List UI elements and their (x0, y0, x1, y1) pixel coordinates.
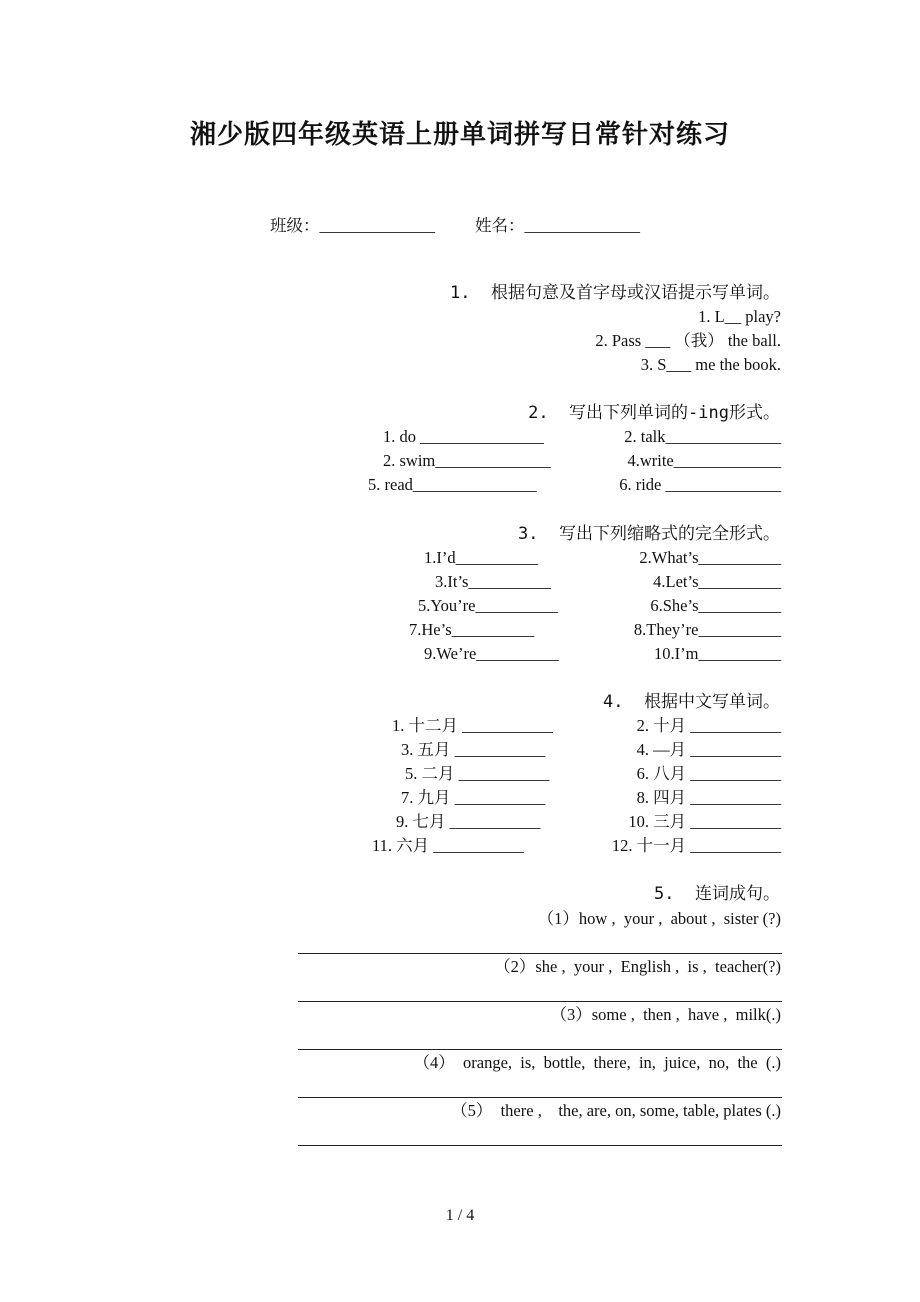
section1-heading: 1. 根据句意及首字母或汉语提示写单词。 (450, 283, 780, 303)
section3-item: 3.It’s__________ (435, 572, 551, 591)
section3-item: 5.You’re__________ (418, 596, 558, 615)
section3-item: 8.They’re__________ (633, 620, 781, 639)
section3-item: 2.What’s__________ (639, 548, 781, 567)
answer-line-3[interactable] (298, 1049, 782, 1050)
answer-line-5[interactable] (298, 1145, 782, 1146)
page-number: 1 / 4 (445, 1207, 475, 1224)
section5-item-5: （5） there , the, are, on, some, table, plates (.) (451, 1101, 781, 1120)
section3-heading: 3. 写出下列缩略式的完全形式。 (518, 524, 780, 544)
answer-line-4[interactable] (298, 1097, 782, 1098)
section1-item-3: 3. S___ me the book. (640, 355, 781, 374)
section4-item: 9. 七月 ___________ (396, 812, 541, 831)
section1-item-2: 2. Pass ___ （我） the ball. (595, 331, 781, 350)
section5-item-2: （2）she , your , English , is , teacher(?) (494, 957, 781, 976)
section5-item-1: （1）how , your , about , sister (?) (537, 909, 781, 928)
section4-item: 1. 十二月 ___________ (392, 716, 553, 735)
section2-item: 6. ride ______________ (619, 475, 781, 494)
section3-item: 4.Let’s__________ (653, 572, 781, 591)
answer-line-2[interactable] (298, 1001, 782, 1002)
section4-item: 10. 三月 ___________ (628, 812, 781, 831)
section1-item-1: 1. L__ play? (698, 307, 781, 326)
section3-item: 10.I’m__________ (654, 644, 781, 663)
section2-item: 5. read_______________ (368, 475, 537, 494)
section3-item: 9.We’re__________ (424, 644, 559, 663)
section4-item: 2. 十月 ___________ (636, 716, 781, 735)
class-field[interactable]: 班级：______________ (270, 216, 435, 235)
section4-item: 11. 六月 ___________ (372, 836, 525, 855)
section5-item-4: （4） orange, is, bottle, there, in, juice, no, the (.) (413, 1053, 781, 1072)
name-field[interactable]: 姓名：______________ (475, 216, 640, 235)
section2-item: 2. talk______________ (624, 427, 781, 446)
section4-item: 12. 十一月 ___________ (611, 836, 781, 855)
section4-heading: 4. 根据中文写单词。 (603, 692, 780, 712)
answer-line-1[interactable] (298, 953, 782, 954)
section2-item: 4.write_____________ (627, 451, 781, 470)
section4-item: 7. 九月 ___________ (401, 788, 546, 807)
section2-item: 1. do _______________ (383, 427, 544, 446)
section2-heading: 2. 写出下列单词的-ing形式。 (528, 403, 780, 423)
section5-item-3: （3）some , then , have , milk(.) (550, 1005, 781, 1024)
section4-item: 5. 二月 ___________ (405, 764, 550, 783)
section4-item: 4. —月 ___________ (636, 740, 781, 759)
section3-item: 7.He’s__________ (409, 620, 535, 639)
page-title: 湘少版四年级英语上册单词拼写日常针对练习 (189, 120, 730, 149)
section2-item: 2. swim______________ (383, 451, 551, 470)
section4-item: 6. 八月 ___________ (636, 764, 781, 783)
section5-heading: 5. 连词成句。 (654, 884, 780, 904)
section3-item: 1.I’d__________ (424, 548, 539, 567)
section4-item: 3. 五月 ___________ (401, 740, 546, 759)
section3-item: 6.She’s__________ (650, 596, 781, 615)
section4-item: 8. 四月 ___________ (636, 788, 781, 807)
